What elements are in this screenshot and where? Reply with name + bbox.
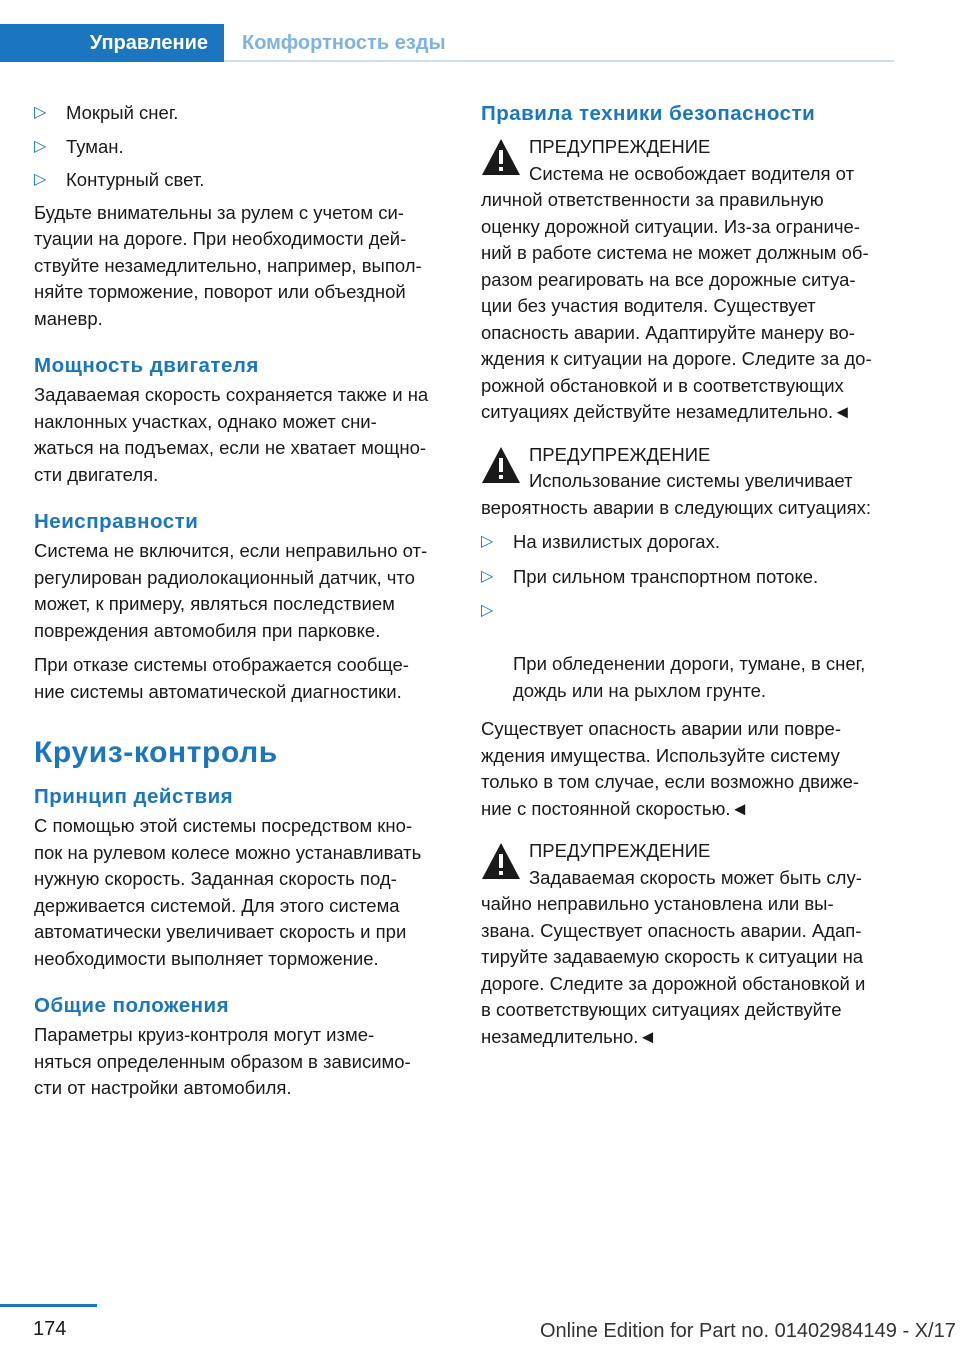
section-heading: Мощность двигателя: [34, 354, 259, 377]
section-tab: Управление: [0, 24, 224, 62]
body-paragraph: Параметры круиз-контроля могут изме- няться определенным образом в зависимо- сти от настройки автомобиля.: [34, 1024, 411, 1098]
section-heading: Принцип действия: [34, 785, 234, 808]
triangle-right-icon: ▷: [34, 137, 47, 155]
body-paragraph: Будьте внимательны за рулем с учетом си- туации на дороге. При необходимости дей- ствуйте незамедлительно, например, выпол- няйте торможение, поворот или объездной маневр.: [34, 201, 422, 329]
triangle-right-icon: ▷: [481, 602, 494, 619]
body-paragraph: С помощью этой системы посредством кно- пок на рулевом колесе можно устанавливать нужную скорость. Заданная скорость под- держивается системой. Для этого система автоматически увеличивает скорость и при необходимости выполняет торможение.: [34, 815, 422, 969]
section-heading: Неисправности: [34, 510, 199, 533]
warning-block: ПРЕДУПРЕЖДЕНИЕ Система не освобождает водителя от личной ответственности за правильную оценку дорожной ситуации. Из-за ограниче- ний в работе система не может должным об- разом реагировать на все дорожные ситуа- ции без участия водителя. Существует опасность аварии. Адаптируйте манеру во- ждения к ситуации на дороге. Следите за до- рожной обстановкой и в соответствующих ситуациях действуйте незамедлительно.◄: [481, 134, 897, 426]
footer-divider: [0, 1304, 97, 1307]
warning-text: чайно неправильно установлена или вы- звана. Существует опасность аварии. Адап- тируйте задаваемую скорость к ситуации на дороге. Следите за дорожной обстановкой и в соответствующих ситуациях действуйте незамедлительно.◄: [481, 893, 866, 1047]
page-header: [0, 0, 960, 62]
triangle-right-icon: ▷: [34, 171, 47, 188]
edition-text: Online Edition for Part no. 01402984149 - X/17: [540, 1320, 956, 1342]
list-item: ▷ При сильном транспортном потоке.: [481, 564, 897, 591]
left-column: [34, 100, 454, 1102]
right-column: [481, 100, 897, 1050]
warning-block: ПРЕДУПРЕЖДЕНИЕ Использование системы увеличивает вероятность аварии в следующих ситуациях:: [481, 442, 897, 522]
list-item: ▷ Контурный свет.: [34, 167, 454, 194]
header-divider: [224, 60, 894, 62]
section-heading: Общие положения: [34, 994, 230, 1017]
list-item: ▷ Туман.: [34, 134, 454, 161]
chapter-heading: Круиз-контроль: [34, 736, 278, 769]
list-item: ▷ При обледенении дороги, тумане, в снег, дождь или на рыхлом грунте.: [481, 598, 897, 704]
warning-label: ПРЕДУПРЕЖДЕНИЕ: [529, 443, 711, 465]
body-paragraph: При отказе системы отображается сообще- ние системы автоматической диагностики.: [34, 654, 409, 702]
page-number: 174: [33, 1318, 67, 1340]
list-item: ▷ На извилистых дорогах.: [481, 529, 897, 556]
warning-triangle-icon: [481, 842, 521, 880]
body-paragraph: Система не включится, если неправильно от- регулирован радиолокационный датчик, что может, к примеру, являться последствием повреждения автомобиля при парковке.: [34, 540, 428, 641]
subsection-tab: Комфортность езды: [242, 31, 446, 54]
section-heading: Правила техники безопасности: [481, 102, 816, 125]
warning-triangle-icon: [481, 446, 521, 484]
warning-triangle-icon: [481, 138, 521, 176]
warning-text: личной ответственности за правильную оценку дорожной ситуации. Из-за ограниче- ний в работе система не может должным об- разом реагировать на все дорожные ситуа- ции без участия водителя. Существует опасность аварии. Адаптируйте манеру во- ждения к ситуации на дороге. Следите за до- рожной обстановкой и в соответствующих ситуациях действуйте незамедлительно.◄: [481, 189, 872, 422]
list-item: ▷ Мокрый снег.: [34, 100, 454, 127]
warning-block: ПРЕДУПРЕЖДЕНИЕ Задаваемая скорость может быть слу- чайно неправильно установлена или вы- звана. Существует опасность аварии. Адап- тируйте задаваемую скорость к ситуации на дороге. Следите за дорожной обстановкой и в соответствующих ситуациях действуйте незамедлительно.◄: [481, 838, 897, 1050]
warning-label: ПРЕДУПРЕЖДЕНИЕ: [529, 136, 711, 157]
warning-label: ПРЕДУПРЕЖДЕНИЕ: [529, 840, 711, 861]
triangle-right-icon: ▷: [481, 533, 494, 550]
triangle-right-icon: ▷: [481, 567, 494, 585]
body-paragraph: Существует опасность аварии или повре- ждения имущества. Используйте систему только в том случае, если возможно движе- ние с постоянной скоростью.◄: [481, 718, 860, 819]
warning-text: вероятность аварии в следующих ситуациях:: [481, 496, 871, 518]
body-paragraph: Задаваемая скорость сохраняется также и на наклонных участках, однако может сни- жаться на подъемах, если не хватает мощно- сти двигателя.: [34, 384, 429, 485]
triangle-right-icon: ▷: [34, 104, 47, 121]
